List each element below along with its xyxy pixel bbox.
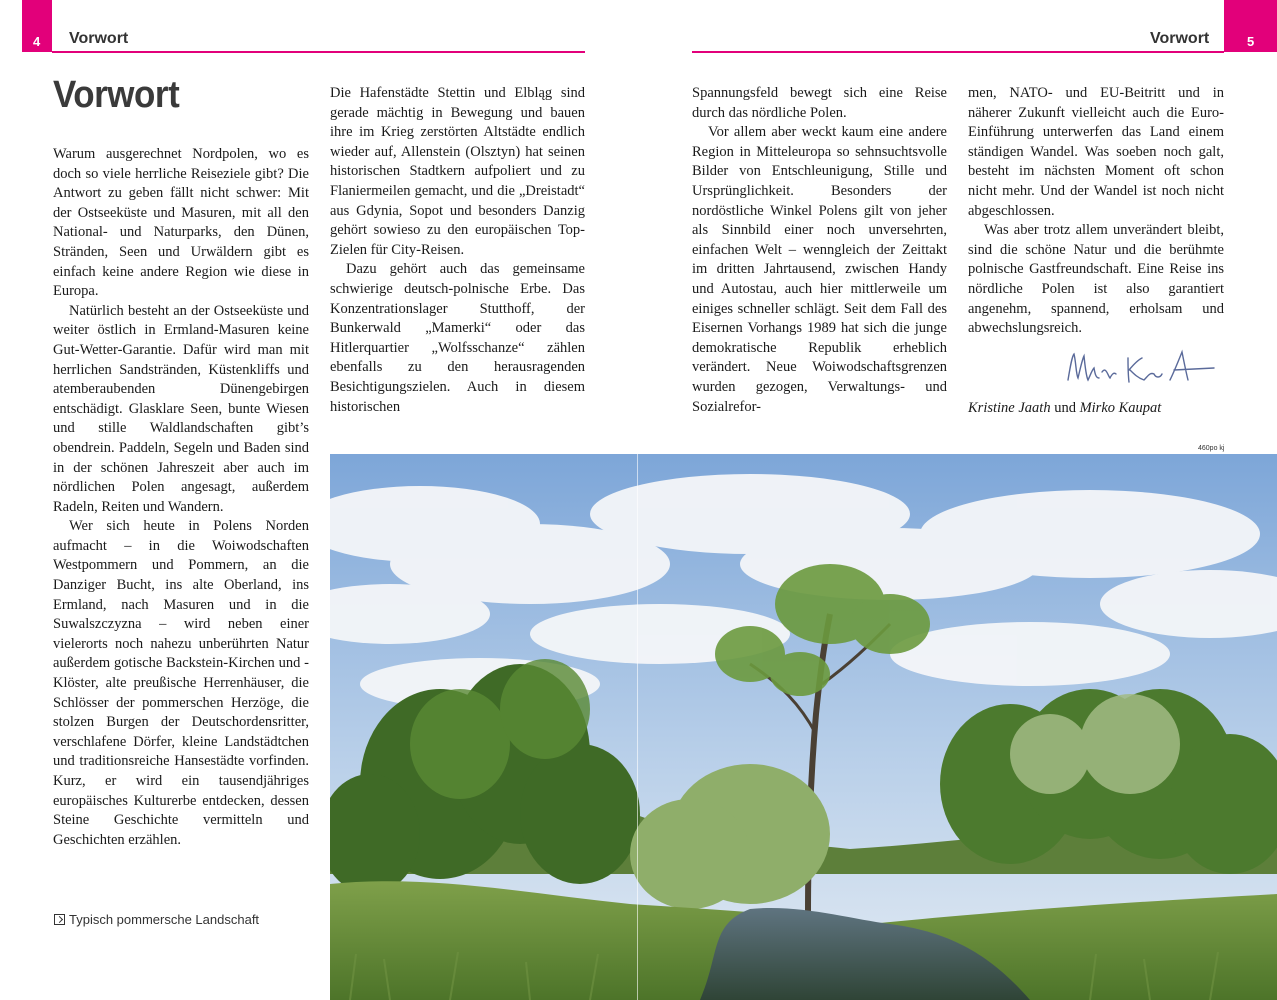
page-gutter — [637, 454, 638, 1000]
authors — [968, 400, 1161, 417]
paragraph: Natürlich besteht an der Ostseeküste und weiter östlich in Ermland-Masuren keine Gut-Wetter-Garantie. Dafür wird man mit herrlichen Sandstränden, Küstenkliffs und atemberaubenden Dünengebirgen entschädigt. Glasklare Seen, bunte Wiesen und stille Waldlandschaften gibt’s obendrein. Paddeln, Segeln und Baden sind in der schönen Jahreszeit aber auch im nördlichen Polen angesagt, außerdem Radeln, Reiten und Wandern. — [53, 302, 309, 515]
text-column-2 — [330, 84, 585, 417]
running-head-left: Vorwort — [69, 30, 129, 47]
paragraph: Die Hafenstädte Stettin und Elbląg sind gerade mächtig in Bewegung und bauen ihre im Krieg zerstörten Altstädte endlich wieder auf, Allenstein (Olsztyn) hat seinen historischen Stadtkern aufpoliert und zu Flaniermeilen gemacht, und die „Dreistadt“ aus Gdynia, Sopot und besonders Danzig gehört sowieso zu den europäischen Top-Zielen für City-Reisen. — [330, 85, 585, 258]
text-column-1 — [53, 145, 309, 850]
paragraph: Wer sich heute in Polens Norden aufmacht – in die Woiwodschaften Westpommern und Pommern, an die Danziger Bucht, ins alte Oberland, ins Ermland, nach Masuren und in die Suwalszczyzna – wird neben einer vielerorts noch nahezu unberührten Natur außerdem gotische Backstein-Kirchen und -Klöster, alte preußische Herrenhäuser, die Schlösser der pommerschen Herzöge, die stolzen Burgen der Deutschordensritter, verschlafene Dörfer, kleine Landstädtchen und traditionsreiche Hansestädte vorfinden. Kurz, er wird ein tausendjähriges europäisches Kulturerbe entdecken, dessen Steine Geschichte vermitteln und Geschichten erzählen. — [53, 518, 309, 848]
paragraph: Vor allem aber weckt kaum eine andere Region in Mitteleuropa so sehnsuchtsvolle Bilder von Entschleunigung, Stille und Ursprünglichkeit. Besonders der nordöstliche Winkel Polens gilt von jeher als Sinnbild einer noch unversehrten, einfachen Welt – wenngleich der Zeittakt im dritten Jahrtausend, zwischen Handy und Autostau, auch hier mittlerweile um einiges schneller schlägt. Seit dem Fall des Eisernen Vorhangs 1989 hat sich die junge demokratische Republik erheblich verändert. Neue Woiwodschaftsgrenzen wurden gezogen, Verwaltungs- und Sozialrefor- — [692, 124, 947, 415]
author-2: Mirko Kaupat — [1079, 400, 1162, 416]
header-rule-right — [692, 51, 1224, 53]
paragraph: Spannungsfeld bewegt sich eine Reise durch das nördliche Polen. — [692, 85, 947, 121]
chapter-title: Vorwort — [53, 74, 180, 116]
text-column-4 — [968, 84, 1224, 339]
author-1: Kristine Jaath — [968, 400, 1051, 416]
header-rule-left — [52, 51, 585, 53]
arrow-right-icon — [54, 914, 65, 925]
author-connector: und — [1054, 400, 1076, 416]
photo-credit: 460po kj — [1198, 445, 1225, 452]
paragraph: Was aber trotz allem unverändert bleibt, sind die schöne Natur und die berühmte polnische Gastfreundschaft. Eine Reise ins nördliche Polen ist also garantiert angenehm, spannend, erholsam und abwechslungsreich. — [968, 222, 1224, 337]
signature-image — [1062, 348, 1222, 390]
caption-text: Typisch pommersche Landschaft — [69, 912, 260, 927]
photo-caption — [54, 912, 259, 927]
text-column-3 — [692, 84, 947, 417]
landscape-photo — [330, 454, 1277, 1000]
page-number-left: 4 — [33, 34, 41, 49]
paragraph: Warum ausgerechnet Nordpolen, wo es doch so viele herrliche Reiseziele gibt? Die Antwort zu geben fällt nicht schwer: Mit der Ostseeküste und Masuren, mit all den National- und Naturparks, den Dünen, Stränden, Seen und Urwäldern gibt es einfach keine andere Region wie diese in Europa. — [53, 146, 309, 300]
paragraph: men, NATO- und EU-Beitritt und in näherer Zukunft vielleicht auch die Euro-Einführung unterwerfen das Land einem ständigen Wandel. Was soeben noch galt, besteht im nächsten Moment oft schon nicht mehr. Und der Wandel ist noch nicht abgeschlossen. — [968, 85, 1224, 219]
paragraph: Dazu gehört auch das gemeinsame schwierige deutsch-polnische Erbe. Das Konzentrationslager Stutthoff, der Bunkerwald „Mamerki“ oder das Hitlerquartier „Wolfsschanze“ zählen ebenfalls zu den herausragenden Besichtigungszielen. Auch in diesem historischen — [330, 261, 585, 415]
running-head-right: Vorwort — [1150, 30, 1210, 47]
page-number-right: 5 — [1247, 34, 1255, 49]
